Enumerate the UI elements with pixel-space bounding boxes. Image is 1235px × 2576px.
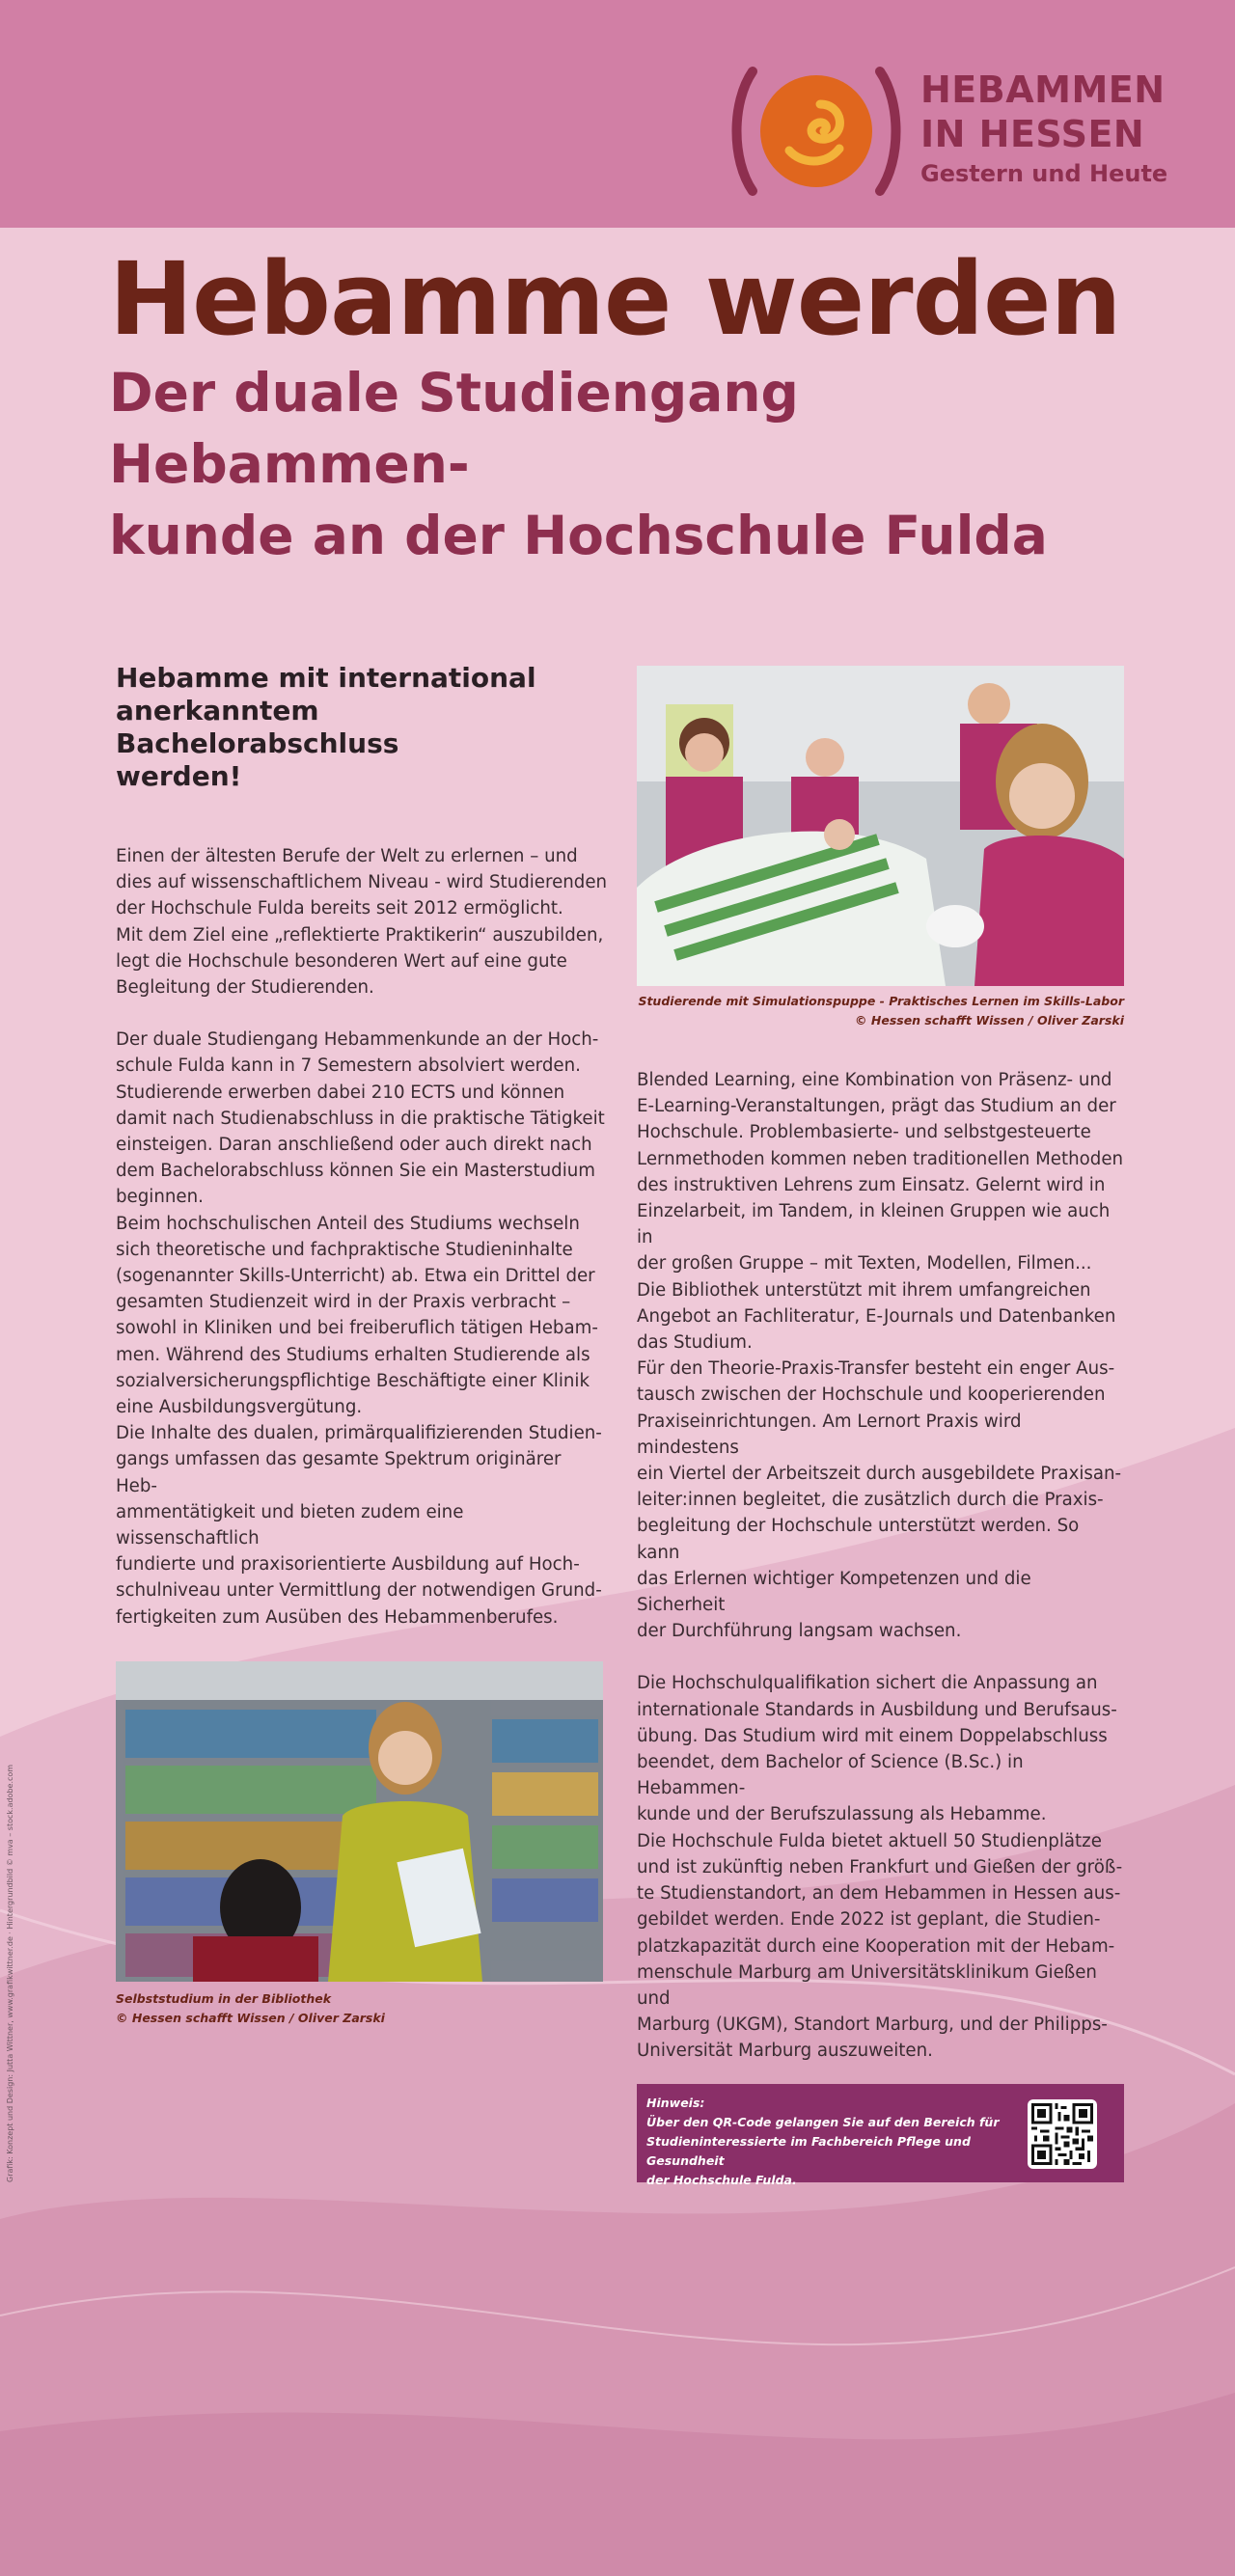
blended-learning-paragraph: Blended Learning, eine Kombination von Präsenz- und E-Learning-Veranstaltungen, prägt das Studium an der Hochschule. Problembasierte- und selbstgesteuerte Lernmethoden kommen neben traditionellen Methoden des instruktiven Lehrens zum Einsatz. Gelernt wird in Einzelarbeit, im Tandem, in kleinen Gruppen wie auch in der großen Gruppe – mit Texten, Modellen, Filmen... Die Bibliothek unterstützt mit ihrem umfangreichen Angebot an Fachliteratur, E-Journals und Datenbanken das Studium. Für den Theorie-Praxis-Transfer besteht ein enger Aus- tausch zwischen der Hochschule und kooperierenden Praxiseinrichtungen. Am Lernort Praxis wird mindestens ein Viertel der Arbeitszeit durch ausgebildete Praxisan- leiter:innen begleitet, die zusätzlich durch die Praxis- begleitung der Hochschule unterstützt werden. So kann das Erlernen wichtiger Kompetenzen und die Sicherheit der Durchführung langsam wachsen. xyxy=(637,1070,1124,1642)
skills-lab-photo-image xyxy=(637,666,1124,986)
library-photo xyxy=(116,1661,603,1982)
qr-code[interactable] xyxy=(1028,2099,1097,2169)
study-paragraph: Der duale Studiengang Hebammenkunde an der Hoch- schule Fulda kann in 7 Semestern absolviert werden. Studierende erwerben dabei 210 ECTS und können damit nach Studienabschluss in die praktische Tätigkeit einsteigen. Daran anschließend oder auch direkt nach dem Bachelorabschluss können Sie ein Masterstudium beginnen. Beim hochschulischen Anteil des Studiums wechseln sich theoretische und fachpraktische Studieninhalte (sogenannter Skills-Unterricht) ab. Etwa ein Drittel der gesamten Studienzeit wird in der Praxis verbracht – sowohl in Kliniken und bei freiberuflich tätigen Hebam- men. Während des Studiums erhalten Studierende als sozialversicherungspflichtige Beschäftigte einer Klinik eine Ausbildungsvergütung. Die Inhalte des dualen, primärqualifizierenden Studien- gangs umfassen das gesamte Spektrum originärer Heb- ammentätigkeit und bieten zudem eine wissenschaftlich fundierte und praxisorientierte Ausbildung auf Hoch- schulniveau unter Vermittlung der notwendigen Grund- fertigkeiten zum Ausüben des Hebammenberufes. xyxy=(116,1029,605,1628)
logo-line-1: HEBAMMEN xyxy=(920,69,1166,111)
left-column xyxy=(116,662,608,2028)
caption-text: Studierende mit Simulationspuppe - Praktisches Lernen im Skills-Labor xyxy=(638,994,1124,1008)
skills-lab-photo-caption xyxy=(637,992,1124,1030)
header-band xyxy=(0,0,1235,228)
page-subtitle: Der duale Studiengang Hebammen- kunde an der Hochschule Fulda xyxy=(109,362,1048,566)
hint-label: Hinweis: xyxy=(646,2095,705,2110)
hint-box xyxy=(637,2084,1124,2187)
logo-line-3: Gestern und Heute xyxy=(920,160,1168,187)
caption-credit: © Hessen schafft Wissen / Oliver Zarski xyxy=(116,2010,385,2025)
intro-paragraph: Einen der ältesten Berufe der Welt zu erlernen – und dies auf wissenschaftlichem Niveau - wird Studierenden der Hochschule Fulda bereits seit 2012 ermöglicht. Mit dem Ziel eine „reflektierte Praktikerin“ auszubilden, legt die Hochschule besonderen Wert auf eine gute Begleitung der Studierenden. xyxy=(116,846,608,999)
library-photo-caption xyxy=(116,1989,608,2028)
right-column xyxy=(637,666,1124,2187)
design-credit: Grafik: Konzept und Design: Jutta Wittner, www.grafikwittner.de · Hintergrundbild © mva – stock.adobe.com xyxy=(6,1764,14,2182)
logo-text xyxy=(920,68,1167,191)
section-heading: Hebamme mit international anerkanntem Bachelorabschluss werden! xyxy=(116,662,536,792)
logo-mark-icon xyxy=(726,64,909,199)
logo-line-2: IN HESSEN xyxy=(920,113,1145,155)
library-photo-image xyxy=(116,1661,603,1982)
caption-text: Selbststudium in der Bibliothek xyxy=(116,1990,332,2006)
caption-credit: © Hessen schafft Wissen / Oliver Zarski xyxy=(855,1013,1124,1028)
logo xyxy=(726,64,1179,199)
skills-lab-photo xyxy=(637,666,1124,986)
hint-text: Über den QR-Code gelangen Sie auf den Bereich für Studieninteressierte im Fachbereich Pflege und Gesundheit der Hochschule Fulda. xyxy=(646,2114,1000,2187)
qualification-paragraph: Die Hochschulqualifikation sichert die Anpassung an internationale Standards in Ausbildung und Berufsaus- übung. Das Studium wird mit einem Doppelabschluss beendet, dem Bachelor of Science (B.Sc.) in Hebammen- kunde und der Berufszulassung als Hebamme. Die Hochschule Fulda bietet aktuell 50 Studienplätze und ist zukünftig neben Frankfurt und Gießen der größ- te Studienstandort, an dem Hebammen in Hessen aus- gebildet werden. Ende 2022 ist geplant, die Studien- platzkapazität durch eine Kooperation mit der Hebam- menschule Marburg am Universitätsklinikum Gießen und Marburg (UKGM), Standort Marburg, und der Philipps- Universität Marburg auszuweiten. xyxy=(637,1673,1123,2062)
page-title: Hebamme werden xyxy=(109,240,1121,358)
qr-code-icon xyxy=(1031,2103,1093,2165)
